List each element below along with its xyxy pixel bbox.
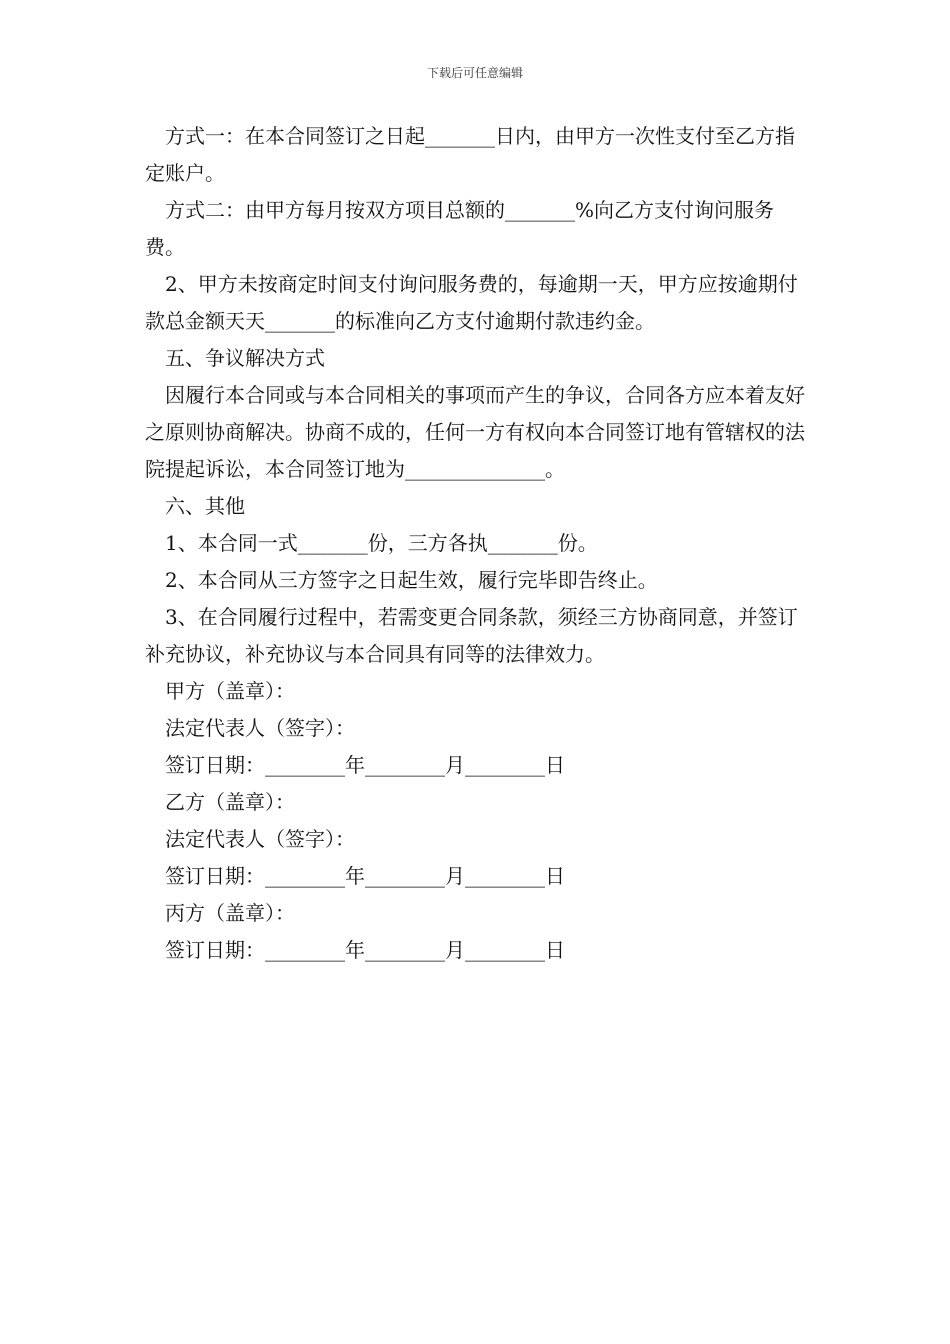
- page-header: 下载后可任意编辑: [426, 66, 523, 80]
- party-c-date-line: 签订日期：________年________月________日: [165, 938, 565, 962]
- dispute-resolution-clause: 因履行本合同或与本合同相关的事项而产生的争议，合同各方应本着友好之原则协商解决。协商不成的，任何一方有权向本合同签订地有管辖权的法院提起诉讼，本合同签订地为______________。: [145, 383, 805, 481]
- party-a-date-line: 签订日期：________年________月________日: [165, 753, 565, 777]
- party-a-representative-label: 法定代表人（签字）：: [165, 716, 355, 740]
- party-b-date-line: 签订日期：________年________月________日: [165, 864, 565, 888]
- amendment-clause: 3、在合同履行过程中，若需变更合同条款，须经三方协商同意，并签订补充协议，补充协议与本合同具有同等的法律效力。: [145, 605, 798, 666]
- party-b-seal-label: 乙方（盖章）：: [165, 790, 295, 814]
- party-c-seal-label: 丙方（盖章）：: [165, 901, 295, 925]
- section-heading-other: 六、其他: [165, 494, 245, 518]
- party-a-seal-label: 甲方（盖章）：: [165, 679, 295, 703]
- payment-method-one: 方式一：在本合同签订之日起_______日内，由甲方一次性支付至乙方指定账户。: [145, 124, 795, 185]
- party-b-representative-label: 法定代表人（签字）：: [165, 827, 355, 851]
- copies-clause: 1、本合同一式_______份，三方各执_______份。: [165, 531, 598, 555]
- effective-clause: 2、本合同从三方签字之日起生效，履行完毕即告终止。: [165, 568, 658, 592]
- late-payment-clause: 2、甲方未按商定时间支付询问服务费的，每逾期一天，甲方应按逾期付款总金额天天_______的标准向乙方支付逾期付款违约金。: [145, 272, 798, 333]
- document-body: [145, 118, 810, 969]
- section-heading-dispute: 五、争议解决方式: [165, 346, 325, 370]
- payment-method-two: 方式二：由甲方每月按双方项目总额的_______%向乙方支付询问服务费。: [145, 198, 775, 259]
